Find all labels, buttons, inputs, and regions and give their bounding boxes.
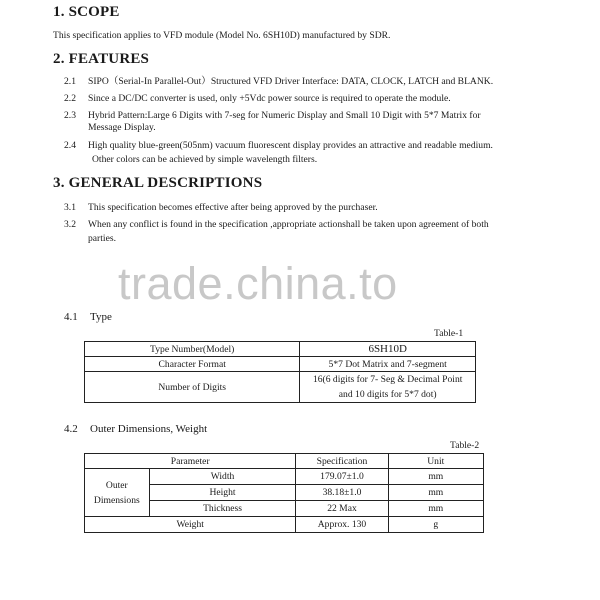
- group-label-line: Outer: [105, 479, 128, 491]
- feature-text: Since a DC/DC converter is used, only +5Vdc power source is required to operate the module.: [88, 93, 451, 104]
- feature-text-continued: Message Display.: [88, 122, 156, 133]
- scope-heading: 1. SCOPE: [53, 4, 120, 20]
- table-header-row: [85, 454, 484, 469]
- dimension-unit-cell: mm: [388, 485, 483, 501]
- header-unit: Unit: [388, 454, 483, 469]
- table-1-label: Table-1: [434, 328, 464, 339]
- type-value-cell: 6SH10D: [300, 342, 476, 357]
- dimension-spec-cell: 22 Max: [296, 501, 388, 517]
- dimension-spec-cell: 179.07±1.0: [296, 469, 388, 485]
- feature-text: Hybrid Pattern:Large 6 Digits with 7-seg for Numeric Display and Small 10 Digit with 5*7 Matrix for: [88, 110, 481, 121]
- feature-text: High quality blue-green(505nm) vacuum fluorescent display provides an attractive and readable medium.: [88, 140, 493, 151]
- weight-spec-cell: Approx. 130: [296, 517, 388, 533]
- dimensions-table: [84, 453, 484, 533]
- type-label-cell: Type Number(Model): [85, 342, 300, 357]
- header-parameter: Parameter: [85, 454, 296, 469]
- scope-text: This specification applies to VFD module (Model No. 6SH10D) manufactured by SDR.: [53, 30, 391, 41]
- dimension-param-cell: Thickness: [149, 501, 296, 517]
- general-number: 3.1: [64, 202, 76, 213]
- weight-unit-cell: g: [388, 517, 483, 533]
- outer-dimensions-group: [85, 469, 150, 517]
- type-section-number: 4.1: [64, 311, 78, 323]
- weight-param-cell: Weight: [85, 517, 296, 533]
- type-section-title: Type: [90, 311, 112, 323]
- table-row: [85, 517, 484, 533]
- general-heading: 3. GENERAL DESCRIPTIONS: [53, 175, 263, 191]
- type-value-line: and 10 digits for 5*7 dot): [338, 389, 437, 400]
- dimensions-section-title: Outer Dimensions, Weight: [90, 423, 208, 435]
- general-text: When any conflict is found in the specification ,appropriate actionshall be taken upon agreement of both: [88, 219, 489, 230]
- feature-number: 2.2: [64, 93, 76, 104]
- type-value-cell: 5*7 Dot Matrix and 7-segment: [300, 357, 476, 372]
- table-row: [85, 469, 484, 485]
- general-text-continued: parties.: [88, 233, 116, 244]
- dimension-unit-cell: mm: [388, 501, 483, 517]
- type-value-cell: [300, 372, 476, 403]
- feature-text-continued: Other colors can be achieved by simple wavelength filters.: [92, 154, 318, 165]
- table-row: [85, 342, 476, 357]
- header-specification: Specification: [296, 454, 388, 469]
- dimension-param-cell: Width: [149, 469, 296, 485]
- feature-number: 2.1: [64, 76, 76, 87]
- general-number: 3.2: [64, 219, 76, 230]
- feature-number: 2.4: [64, 140, 76, 151]
- dimension-unit-cell: mm: [388, 469, 483, 485]
- feature-text: SIPO（Serial-In Parallel-Out）Structured VFD Driver Interface: DATA, CLOCK, LATCH and BLANK.: [88, 76, 494, 87]
- type-value-line: 16(6 digits for 7- Seg & Decimal Point: [312, 374, 463, 385]
- type-table: [84, 341, 476, 403]
- table-row: [85, 357, 476, 372]
- dimension-param-cell: Height: [149, 485, 296, 501]
- general-text: This specification becomes effective after being approved by the purchaser.: [88, 202, 378, 213]
- type-label-cell: Character Format: [85, 357, 300, 372]
- watermark: trade.china.to: [118, 258, 398, 309]
- table-row: [85, 372, 476, 403]
- group-label-line: Dimensions: [93, 494, 140, 506]
- table-2-label: Table-2: [450, 440, 480, 451]
- dimension-spec-cell: 38.18±1.0: [296, 485, 388, 501]
- type-label-cell: Number of Digits: [85, 372, 300, 403]
- features-heading: 2. FEATURES: [53, 51, 150, 67]
- dimensions-section-number: 4.2: [64, 423, 78, 435]
- feature-number: 2.3: [64, 110, 76, 121]
